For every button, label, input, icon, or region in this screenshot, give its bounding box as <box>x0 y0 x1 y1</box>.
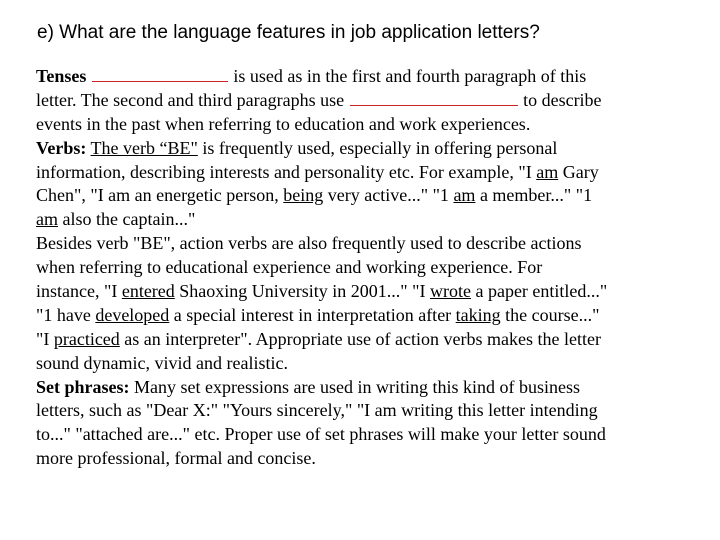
line-text: is used as in the first and fourth paragraph of this <box>228 66 587 86</box>
text-line <box>36 399 696 423</box>
line-text: letter. The second and third paragraphs use <box>36 89 349 110</box>
text-line <box>36 256 696 280</box>
underlined-phrase: The verb “BE" <box>90 137 198 158</box>
line-text: also the captain..." <box>58 209 196 230</box>
underlined-word: am <box>536 161 559 182</box>
text-line <box>36 184 696 208</box>
line-text: very active..." "1 <box>323 185 454 206</box>
text-line <box>36 328 696 352</box>
fill-in-blank-tense-1[interactable] <box>92 65 228 82</box>
line-text: is frequently used, especially in offering personal <box>197 137 558 158</box>
question-heading: e) What are the language features in job application letters? <box>37 22 540 43</box>
text-line <box>36 280 696 304</box>
underlined-word: entered <box>121 281 175 302</box>
fill-in-blank-tense-2[interactable] <box>350 89 518 106</box>
line-text: when referring to educational experience and working experience. For <box>36 257 543 278</box>
line-text: a member..." "1 <box>475 185 593 206</box>
line-text: Gary <box>558 161 599 182</box>
line-text: instance, "I <box>36 281 122 302</box>
underlined-word: developed <box>95 304 170 325</box>
line-text: Shaoxing University in 2001..." "I <box>174 281 430 302</box>
underlined-word: am <box>36 209 58 230</box>
line-text: "I <box>36 328 54 349</box>
underlined-word: taking <box>455 304 501 325</box>
line-text: as an interpreter". Appropriate use of action verbs makes the letter <box>119 328 601 349</box>
line-text: to..." "attached are..." etc. Proper use of set phrases will make your letter sound <box>36 424 606 445</box>
text-line <box>36 423 696 447</box>
underlined-word: am <box>453 185 476 206</box>
text-line <box>36 376 696 400</box>
text-line <box>36 232 696 256</box>
underlined-word: wrote <box>429 281 471 302</box>
text-line <box>36 304 696 328</box>
underlined-word: practiced <box>53 328 120 349</box>
tenses-term: Tenses <box>36 66 87 86</box>
line-text: to describe <box>518 89 602 110</box>
line-text: a paper entitled..." <box>470 281 608 302</box>
line-text: letters, such as "Dear X:" "Yours sincerely," "I am writing this letter intending <box>36 400 598 421</box>
verbs-term: Verbs: <box>36 137 87 158</box>
underlined-word: being <box>283 185 324 206</box>
text-line <box>36 65 696 89</box>
answer-body <box>36 65 696 471</box>
line-text: a special interest in interpretation after <box>169 304 456 325</box>
text-line <box>36 208 696 232</box>
text-line <box>36 352 696 376</box>
line-text: events in the past when referring to education and work experiences. <box>36 113 531 134</box>
line-text: sound dynamic, vivid and realistic. <box>36 352 288 373</box>
text-line <box>36 447 696 471</box>
text-line <box>36 161 696 185</box>
text-line <box>36 137 696 161</box>
line-text: "1 have <box>36 304 96 325</box>
line-text: Many set expressions are used in writing this kind of business <box>129 376 580 397</box>
text-line <box>36 113 696 137</box>
line-text: information, describing interests and personality etc. For example, "I <box>36 161 537 182</box>
set-phrases-term: Set phrases: <box>36 376 130 397</box>
text-line <box>36 89 696 113</box>
line-text: Besides verb "BE", action verbs are also frequently used to describe actions <box>36 233 582 254</box>
line-text: more professional, formal and concise. <box>36 448 316 469</box>
line-text: the course..." <box>500 304 600 325</box>
line-text: Chen", "I am an energetic person, <box>36 185 284 206</box>
